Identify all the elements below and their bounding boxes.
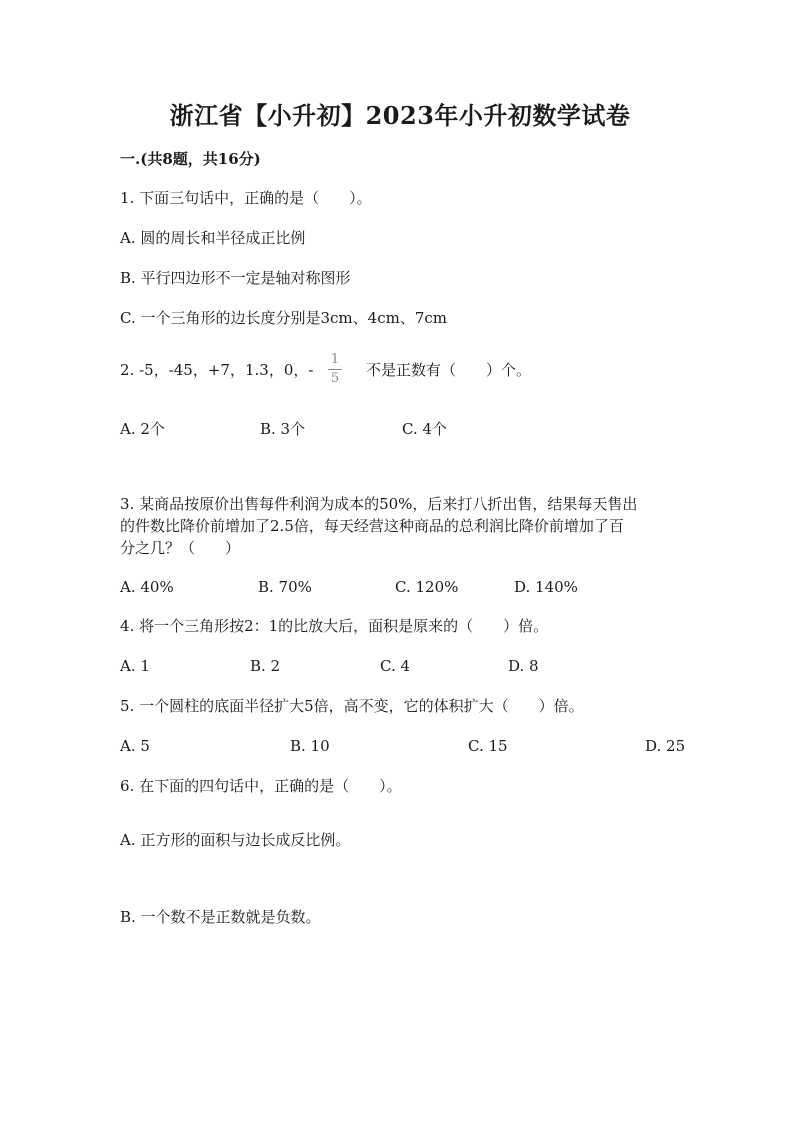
question-2-option-b: B. 3个 xyxy=(260,420,306,438)
question-1-stem: 1. 下面三句话中，正确的是（ ）。 xyxy=(120,189,372,207)
question-3-stem-line-1: 3. 某商品按原价出售每件利润为成本的50%，后来打八折出售，结果每天售出 xyxy=(120,495,638,513)
question-4-option-c: C. 4 xyxy=(380,657,411,675)
fraction-bar xyxy=(328,369,342,370)
question-3-option-c: C. 120% xyxy=(395,578,459,596)
question-4-option-a: A. 1 xyxy=(120,657,150,675)
fraction-denominator: 5 xyxy=(330,371,340,386)
question-3-option-a: A. 40% xyxy=(120,578,174,596)
fraction-numerator: 1 xyxy=(330,352,340,367)
question-2-stem-suffix: 不是正数有（ ）个。 xyxy=(366,361,532,379)
fraction-one-fifth xyxy=(326,352,344,387)
question-5-stem: 5. 一个圆柱的底面半径扩大5倍，高不变，它的体积扩大（ ）倍。 xyxy=(120,697,584,715)
question-3-option-d: D. 140% xyxy=(514,578,578,596)
section-heading: 一.(共8题，共16分) xyxy=(120,150,261,168)
question-6-option-b: B. 一个数不是正数就是负数。 xyxy=(120,908,321,926)
question-4-option-d: D. 8 xyxy=(508,657,539,675)
question-3-stem-line-2: 的件数比降价前增加了2.5倍，每天经营这种商品的总利润比降价前增加了百 xyxy=(120,517,624,535)
question-3-stem-line-3: 分之几？（ ） xyxy=(120,539,241,557)
page-title: 浙江省【小升初】2023年小升初数学试卷 xyxy=(169,101,631,130)
question-6-stem: 6. 在下面的四句话中，正确的是（ ）。 xyxy=(120,777,402,795)
question-5-option-b: B. 10 xyxy=(290,737,330,755)
question-3-option-b: B. 70% xyxy=(258,578,312,596)
question-5-option-d: D. 25 xyxy=(645,737,686,755)
question-5-option-a: A. 5 xyxy=(120,737,150,755)
question-2-option-c: C. 4个 xyxy=(402,420,448,438)
question-1-option-c: C. 一个三角形的边长度分别是3cm、4cm、7cm xyxy=(120,309,447,327)
question-2-stem-prefix: 2. -5，-45，+7，1.3，0，- xyxy=(120,361,314,379)
question-1-option-a: A. 圆的周长和半径成正比例 xyxy=(120,229,306,247)
question-6-option-a: A. 正方形的面积与边长成反比例。 xyxy=(120,831,351,849)
question-4-option-b: B. 2 xyxy=(250,657,281,675)
question-5-option-c: C. 15 xyxy=(468,737,508,755)
question-2-option-a: A. 2个 xyxy=(120,420,165,438)
question-1-option-b: B. 平行四边形不一定是轴对称图形 xyxy=(120,269,351,287)
question-4-stem: 4. 将一个三角形按2：1的比放大后，面积是原来的（ ）倍。 xyxy=(120,617,549,635)
